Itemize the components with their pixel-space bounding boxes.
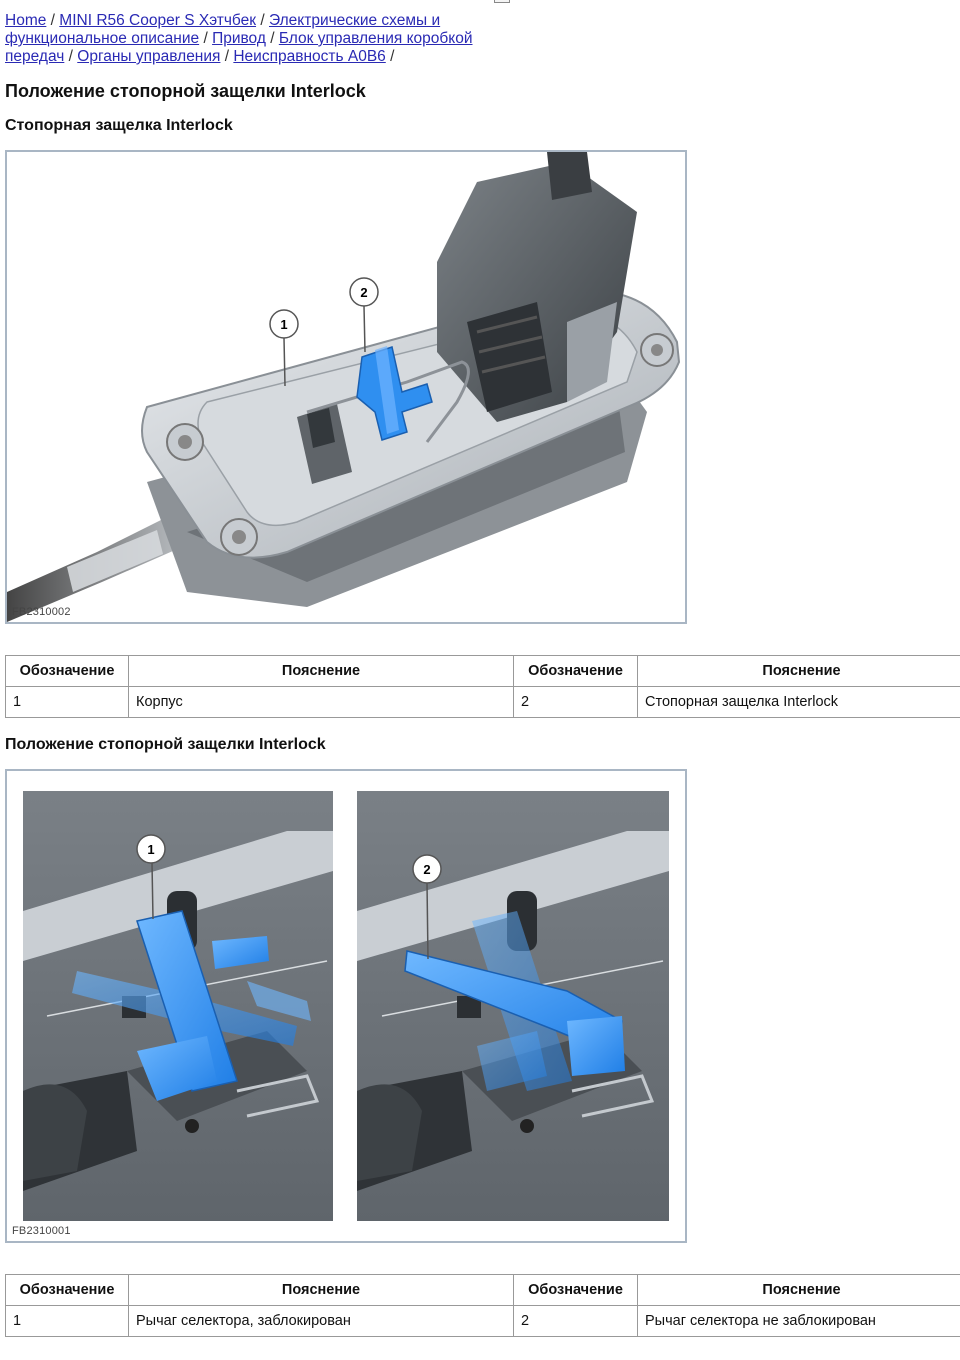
legend-header-explanation: Пояснение: [638, 1275, 960, 1306]
breadcrumb-separator: /: [68, 48, 78, 65]
legend-cell-text: Рычаг селектора не заблокирован: [638, 1306, 960, 1337]
legend-cell-text: Стопорная защелка Interlock: [638, 687, 960, 718]
legend-header-row: [6, 1275, 960, 1306]
breadcrumb-link-fault[interactable]: Неисправность A0B6: [233, 48, 386, 65]
legend-header-explanation: Пояснение: [129, 656, 514, 687]
breadcrumb-separator: /: [270, 30, 279, 47]
legend-cell-number: 2: [514, 687, 638, 718]
legend-header-designation: Обозначение: [6, 656, 129, 687]
figure-code: FB2310001: [12, 1225, 71, 1237]
breadcrumb-separator: /: [203, 30, 213, 47]
breadcrumb-link-gearbox-control[interactable]: Блок управления коробкой передач: [5, 30, 473, 65]
breadcrumb-separator: /: [260, 12, 269, 29]
callout-1-label: 1: [147, 842, 155, 857]
figure-interlock-positions: [5, 769, 687, 1243]
callout-2-label: 2: [360, 285, 368, 300]
breadcrumb-separator: /: [224, 48, 234, 65]
panel-unlocked: [357, 791, 669, 1221]
top-scroll-control: [494, 0, 510, 3]
legend-header-designation: Обозначение: [6, 1275, 129, 1306]
legend-cell-number: 1: [6, 1306, 129, 1337]
breadcrumb: [5, 12, 485, 66]
callout-2-label: 2: [423, 862, 431, 877]
table-row: [6, 1306, 960, 1337]
breadcrumb-link-controls[interactable]: Органы управления: [77, 48, 221, 65]
breadcrumb-link-model[interactable]: MINI R56 Cooper S Хэтчбек: [59, 12, 257, 29]
legend-table-2: [5, 1274, 960, 1337]
section-title-interlock-position: Положение стопорной защелки Interlock: [5, 736, 326, 753]
gear-selector-illustration: [7, 152, 685, 622]
interlock-positions-illustration: [7, 771, 685, 1241]
table-row: [6, 687, 960, 718]
page-title: Положение стопорной защелки Interlock: [5, 81, 366, 101]
legend-cell-number: 2: [514, 1306, 638, 1337]
breadcrumb-link-drive[interactable]: Привод: [212, 30, 266, 47]
legend-header-row: [6, 656, 960, 687]
section-title-interlock: Стопорная защелка Interlock: [5, 117, 233, 134]
legend-header-designation: Обозначение: [514, 656, 638, 687]
breadcrumb-link-home[interactable]: Home: [5, 12, 47, 29]
legend-header-designation: Обозначение: [514, 1275, 638, 1306]
legend-cell-text: Рычаг селектора, заблокирован: [129, 1306, 514, 1337]
breadcrumb-separator: /: [390, 48, 395, 65]
breadcrumb-link-wiring[interactable]: Электрические схемы и функциональное описание: [5, 12, 441, 47]
figure-interlock-housing: [5, 150, 687, 624]
panel-locked: [23, 791, 333, 1221]
legend-header-explanation: Пояснение: [129, 1275, 514, 1306]
legend-table-1: [5, 655, 960, 718]
legend-cell-number: 1: [6, 687, 129, 718]
callout-1-label: 1: [280, 317, 288, 332]
legend-header-explanation: Пояснение: [638, 656, 960, 687]
breadcrumb-separator: /: [50, 12, 60, 29]
legend-cell-text: Корпус: [129, 687, 514, 718]
figure-code: FB2310002: [12, 606, 71, 618]
